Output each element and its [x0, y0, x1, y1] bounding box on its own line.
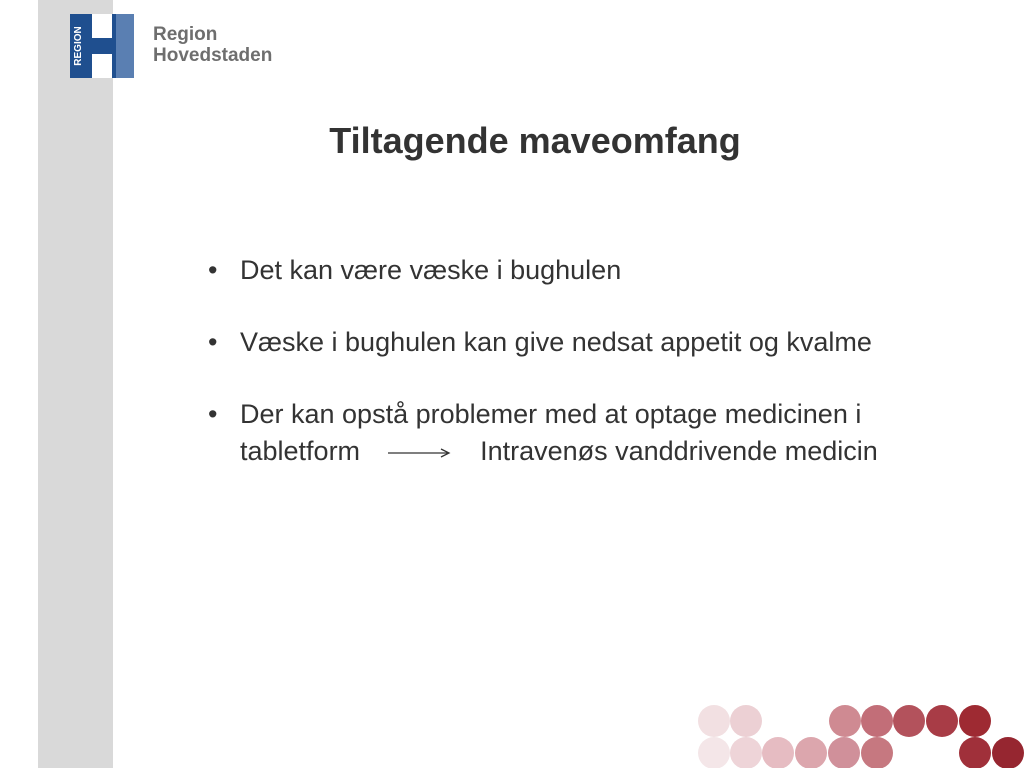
- decor-dot: [959, 705, 991, 737]
- bullet-item-3: [205, 396, 905, 470]
- left-band: [38, 0, 113, 768]
- logo-line-2: Hovedstaden: [153, 45, 273, 66]
- decor-dot: [926, 705, 958, 737]
- decor-dot: [829, 705, 861, 737]
- decor-dot: [828, 737, 860, 768]
- decor-dot: [730, 705, 762, 737]
- bullet-item-2: [205, 324, 905, 361]
- bullet-text-3-after: Intravenøs vanddrivende medicin: [480, 436, 878, 466]
- slide-title: Tiltagende maveomfang: [329, 120, 741, 161]
- region-logo-mark: [70, 14, 134, 78]
- logo-line-1: Region: [153, 24, 218, 45]
- decor-dot: [992, 737, 1024, 768]
- bullet-symbol: •: [208, 399, 218, 429]
- bullet-list: [205, 252, 905, 505]
- decor-dot: [795, 737, 827, 768]
- bullet-text-2: Væske i bughulen kan give nedsat appetit og kvalme: [240, 327, 872, 357]
- region-logo: [70, 14, 290, 78]
- arrow-icon: [360, 443, 480, 463]
- bullet-symbol: •: [208, 255, 218, 285]
- logo-mark-text: REGION: [73, 26, 84, 66]
- decor-dot: [698, 737, 730, 768]
- decor-dot: [959, 737, 991, 768]
- logo-text: [153, 24, 272, 66]
- decor-dot: [861, 705, 893, 737]
- bullet-item-1: [205, 252, 905, 289]
- decor-dot: [730, 737, 762, 768]
- bullet-text-3-before: Der kan opstå problemer med at optage medicinen i tabletform: [240, 399, 862, 466]
- bullet-text-1: Det kan være væske i bughulen: [240, 255, 622, 285]
- decor-dot: [762, 737, 794, 768]
- decor-dot: [893, 705, 925, 737]
- bullet-symbol: •: [208, 327, 218, 357]
- decor-dot: [861, 737, 893, 768]
- decor-dot: [698, 705, 730, 737]
